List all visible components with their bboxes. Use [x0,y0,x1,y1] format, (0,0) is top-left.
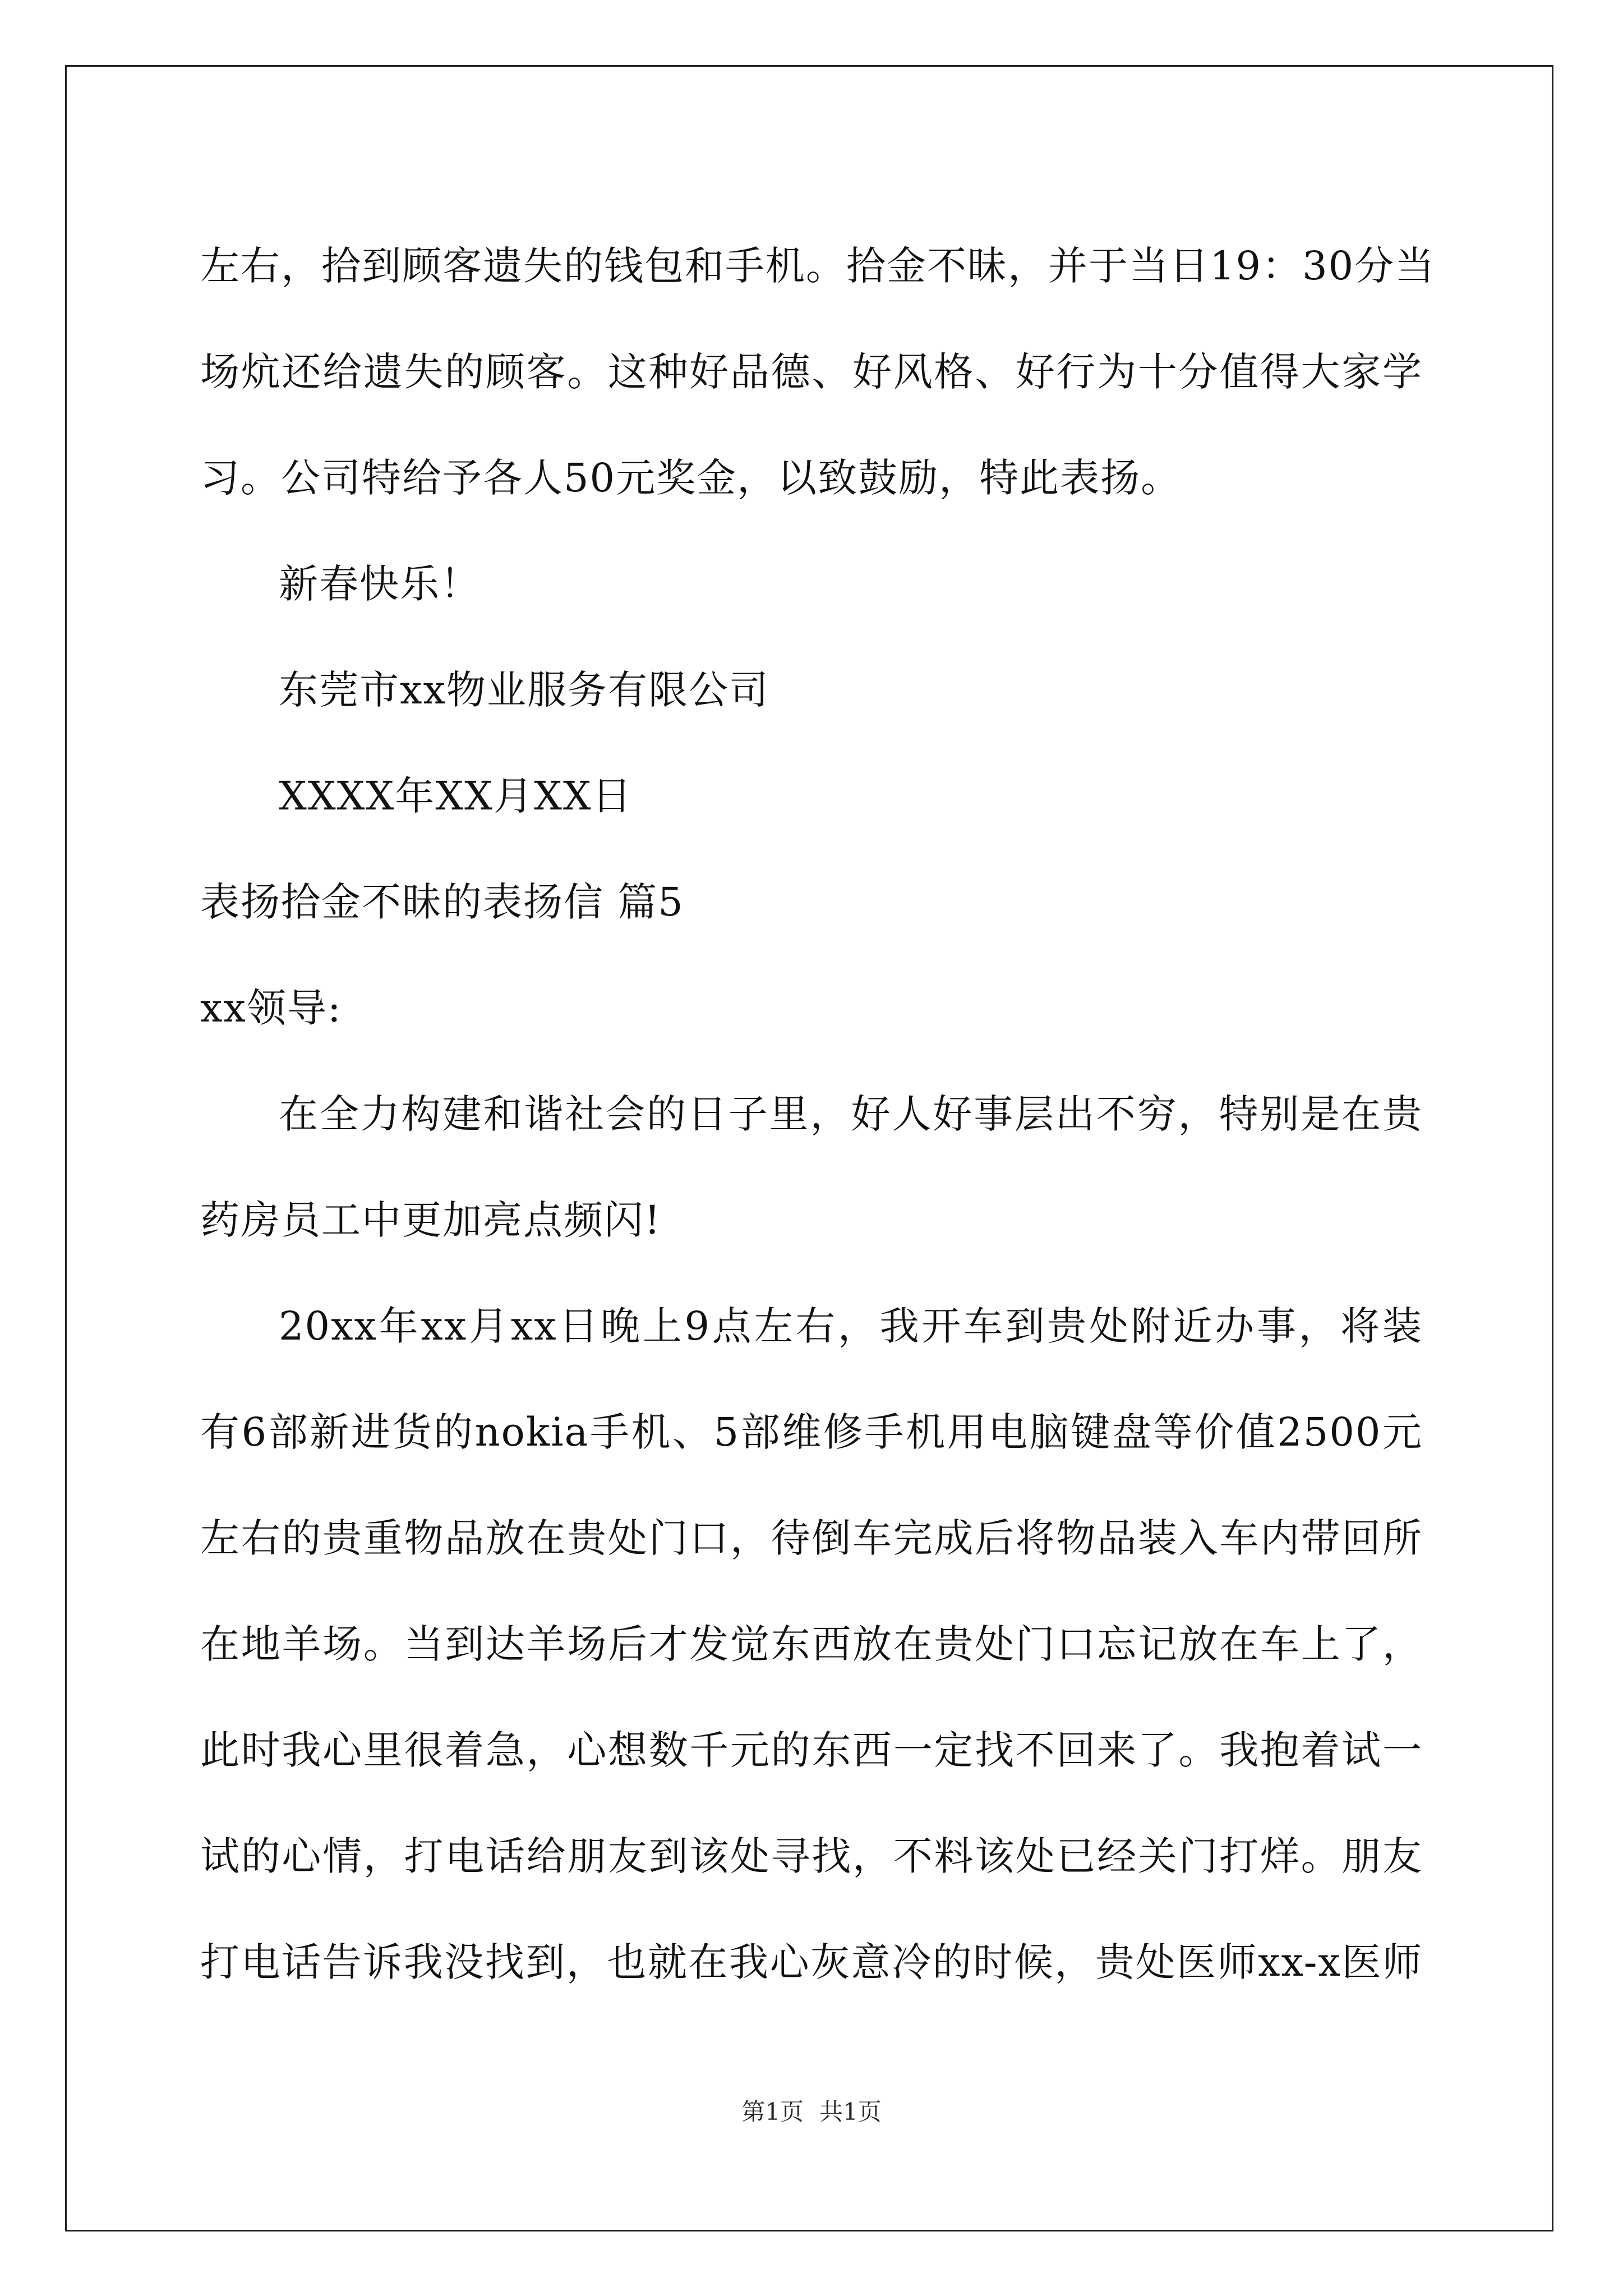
page-footer [0,2095,1623,2129]
paragraph-line: 试的心情，打电话给朋友到该处寻找，不料该处已经关门打烊。朋友 [200,1833,1423,1879]
paragraph-line: 此时我心里很着急，心想数千元的东西一定找不回来了。我抱着试一 [200,1727,1423,1773]
salutation: xx领导: [200,985,342,1031]
page-number-current: 第1页 [741,2098,804,2125]
paragraph-line: 在全力构建和谐社会的日子里，好人好事层出不穷，特别是在贵 [279,1091,1423,1137]
signature-company: 东莞市xx物业服务有限公司 [279,667,769,713]
paragraph-line: 有6部新进货的nokia手机、5部维修手机用电脑键盘等价值2500元 [200,1409,1423,1455]
paragraph-line: 在地羊场。当到达羊场后才发觉东西放在贵处门口忘记放在车上了， [200,1621,1423,1667]
paragraph-line: 场炕还给遗失的顾客。这种好品德、好风格、好行为十分值得大家学 [200,349,1423,395]
paragraph-line: 20xx年xx月xx日晚上9点左右，我开车到贵处附近办事，将装 [279,1303,1423,1349]
page-number-total: 共1页 [819,2098,882,2125]
paragraph-line: 左右的贵重物品放在贵处门口，待倒车完成后将物品装入车内带回所 [200,1515,1423,1561]
paragraph-line: 打电话告诉我没找到，也就在我心灰意冷的时候，贵处医师xx-x医师 [200,1939,1423,1985]
paragraph-line: 左右，拾到顾客遗失的钱包和手机。拾金不昧，并于当日19：30分当 [200,243,1436,289]
section-heading: 表扬拾金不昧的表扬信 篇5 [200,879,684,925]
paragraph-line: 习。公司特给予各人50元奖金，以致鼓励，特此表扬。 [200,455,1182,501]
greeting-line: 新春快乐！ [279,561,481,607]
paragraph-line: 药房员工中更加亮点频闪! [200,1197,662,1243]
signature-date: XXXX年XX月XX日 [279,773,633,819]
document-body [200,213,1436,2016]
